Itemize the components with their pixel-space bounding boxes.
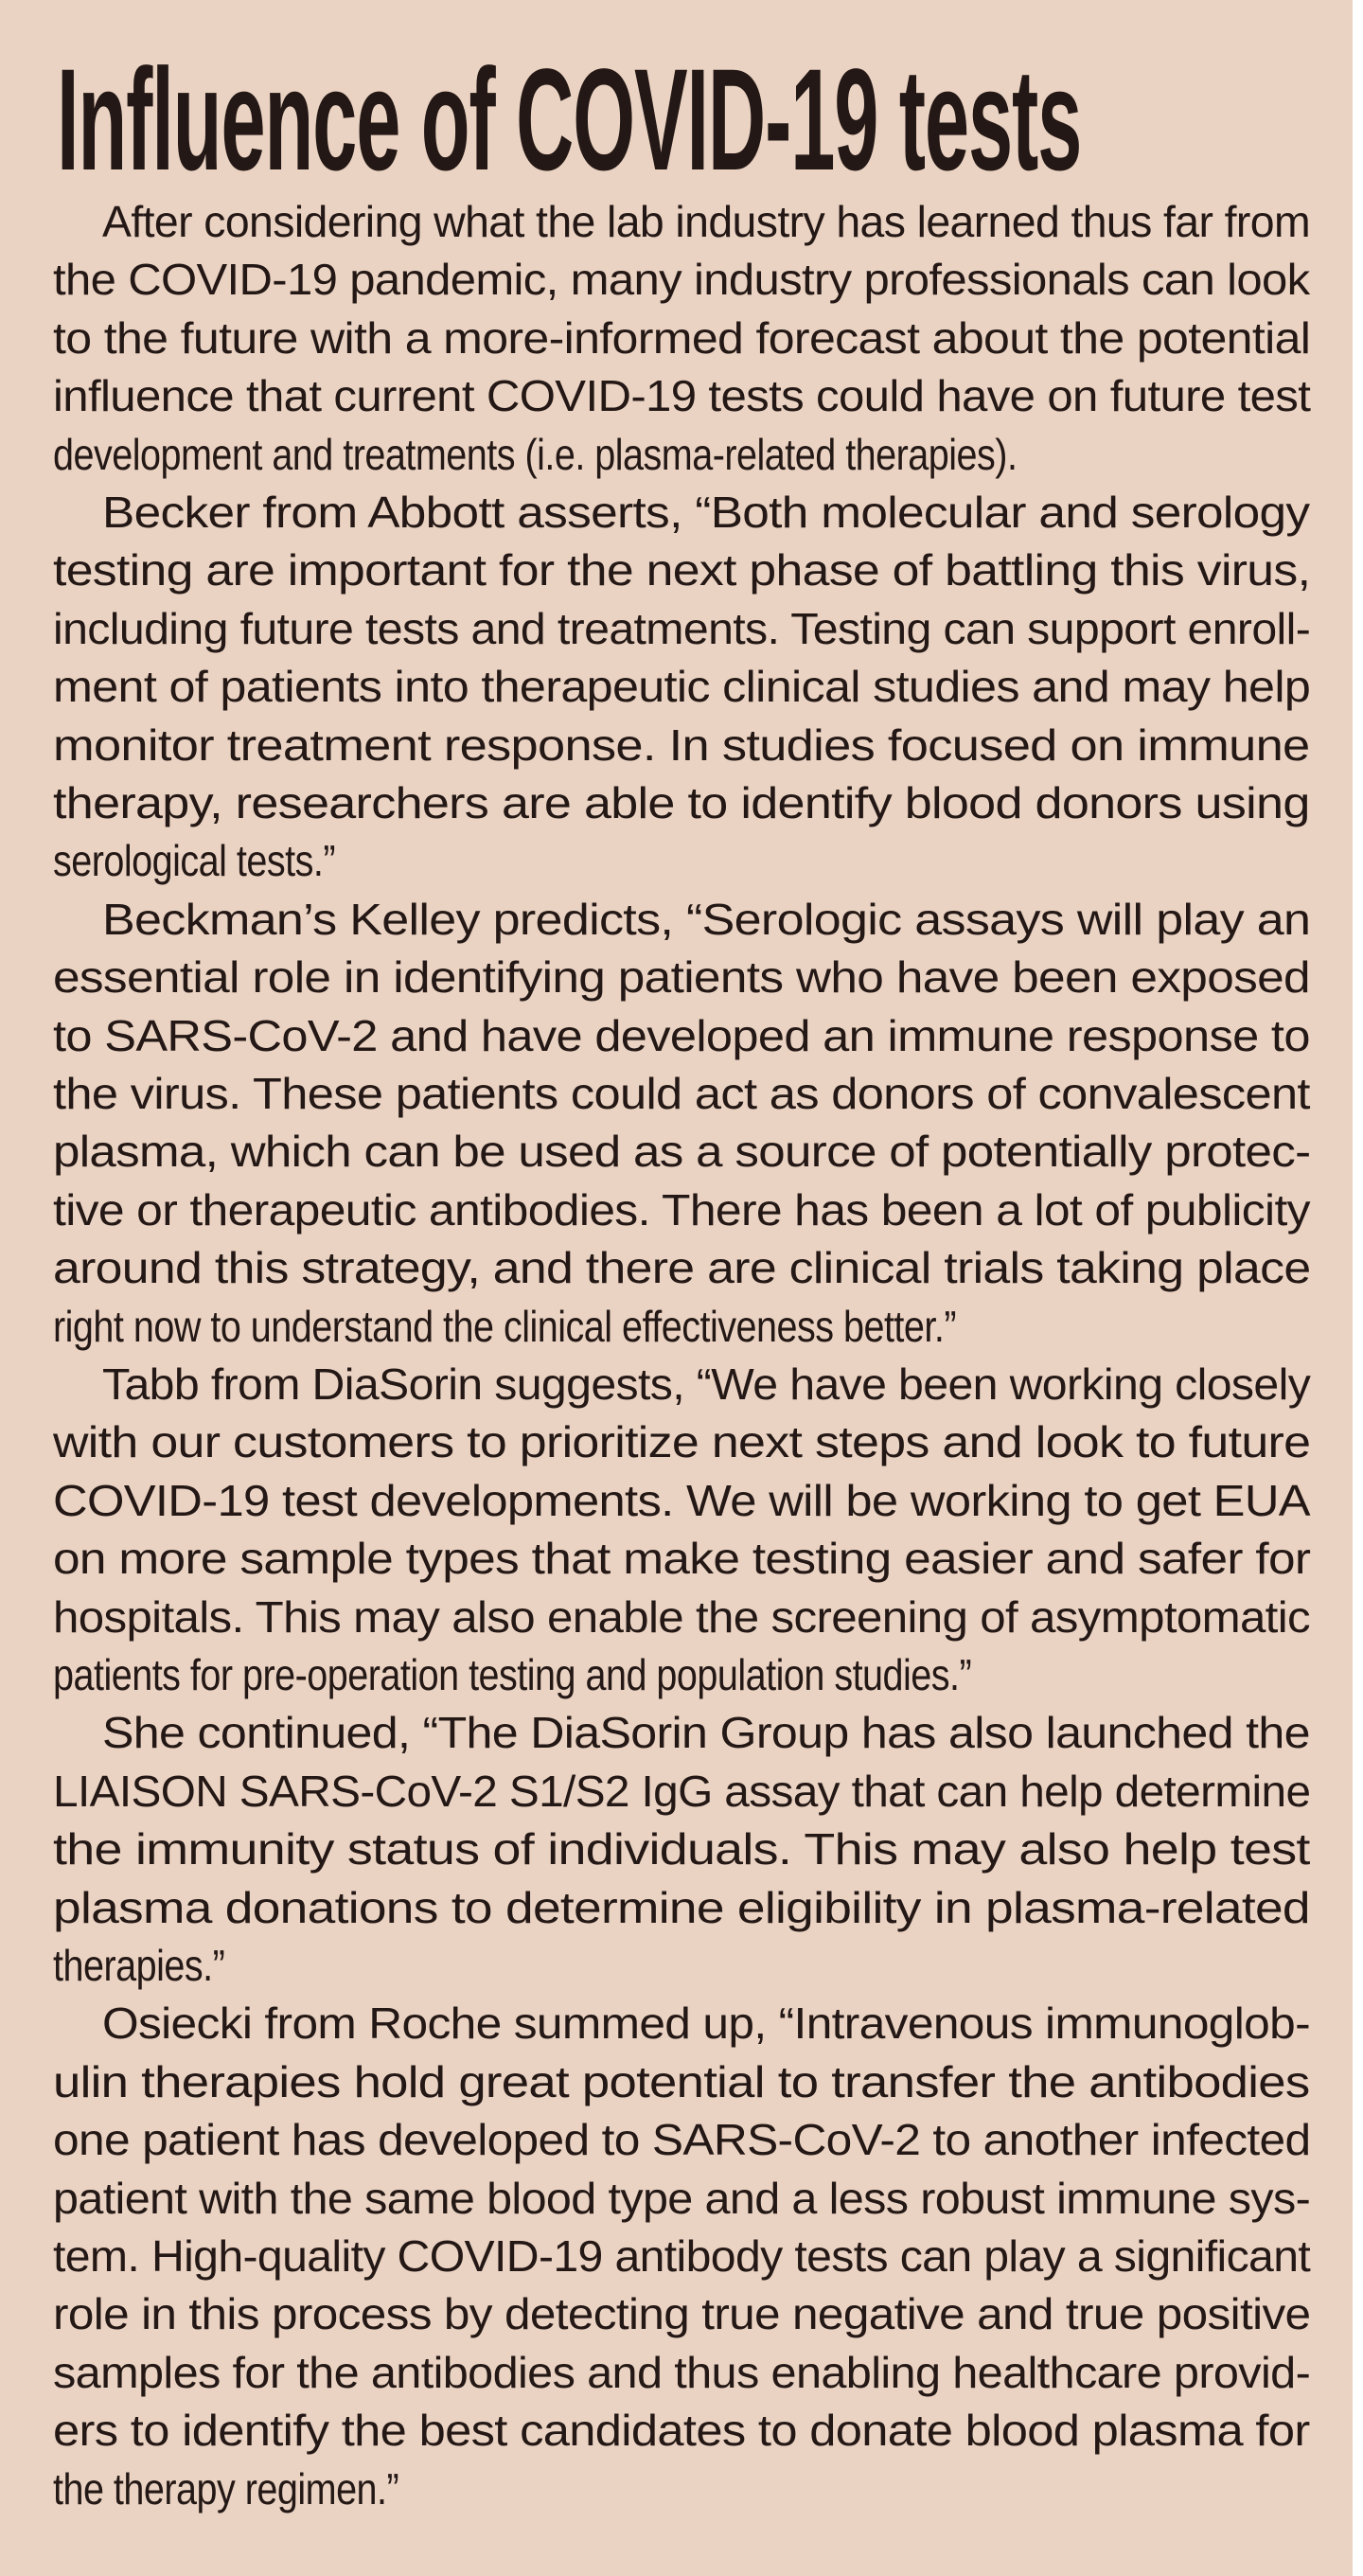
text-line: the immunity status of individuals. This may also help test [53,1824,1310,1874]
text-line: monitor treatment response. In studies focused on immune [53,720,1310,770]
text-line: COVID-19 test developments. We will be working to get EUA [53,1475,1310,1525]
text-line: one patient has developed to SARS-CoV-2 to another infected [53,2115,1311,2165]
text-line: essential role in identifying patients who have been exposed [53,952,1310,1003]
text-line: LIAISON SARS-CoV-2 S1/S2 IgG assay that can help determine [53,1766,1311,1816]
text-line: ulin therapies hold great potential to transfer the antibodies [53,2056,1310,2106]
text-line: ers to identify the best candidates to donate blood plasma for [53,2406,1310,2456]
text-line: tive or therapeutic antibodies. There has been a lot of publicity [53,1184,1310,1235]
text-line: samples for the antibodies and thus enabling healthcare provid- [53,2347,1311,2397]
text-line: Becker from Abbott asserts, “Both molecular and serology [102,488,1310,537]
text-line: influence that current COVID-19 tests could have on future test [53,371,1311,421]
text-line: therapy, researchers are able to identify blood donors using [53,778,1310,827]
text-line: to SARS-CoV-2 and have developed an immune response to [53,1010,1310,1060]
text-line: patient with the same blood type and a less robust immune sys- [53,2173,1311,2223]
text-line: ment of patients into therapeutic clinical studies and may help [53,662,1311,712]
text-line: right now to understand the clinical effectiveness better.” [53,1301,957,1351]
text-line: serological tests.” [53,836,336,886]
text-line: the therapy regimen.” [53,2463,399,2514]
text-line: plasma, which can be used as a source of potentially protec- [53,1127,1311,1177]
text-line: the virus. These patients could act as donors of convalescent [53,1069,1310,1118]
text-line: testing are important for the next phase of battling this virus, [53,545,1311,595]
text-line: plasma donations to determine eligibility in plasma-related [53,1882,1310,1932]
text-line: on more sample types that make testing easier and safer for [53,1534,1311,1584]
text-line: development and treatments (i.e. plasma-related therapies). [53,429,1018,479]
text-line: to the future with a more-informed forecast about the potential [53,312,1311,363]
text-line: therapies.” [53,1941,225,1990]
text-line: After considering what the lab industry has learned thus far from [102,197,1311,246]
text-line: around this strategy, and there are clinical trials taking place [53,1243,1311,1293]
text-line: She continued, “The DiaSorin Group has also launched the [102,1708,1310,1758]
text-line: patients for pre-operation testing and population studies.” [53,1650,972,1699]
text-line: Osiecki from Roche summed up, “Intravenous immunoglob- [102,1999,1310,2049]
article-title: Influence of COVID-19 tests [57,39,1082,201]
text-line: hospitals. This may also enable the screening of asymptomatic [53,1591,1310,1642]
text-line: Tabb from DiaSorin suggests, “We have been working closely [102,1359,1311,1409]
text-line: with our customers to prioritize next steps and look to future [53,1417,1311,1467]
text-line: the COVID-19 pandemic, many industry professionals can look [53,255,1310,305]
text-line: Beckman’s Kelley predicts, “Serologic assays will play an [102,894,1311,944]
text-line: including future tests and treatments. Testing can support enroll- [53,603,1311,653]
text-line: tem. High-quality COVID-19 antibody tests can play a significant [53,2231,1311,2281]
text-line: role in this process by detecting true negative and true positive [53,2289,1311,2339]
